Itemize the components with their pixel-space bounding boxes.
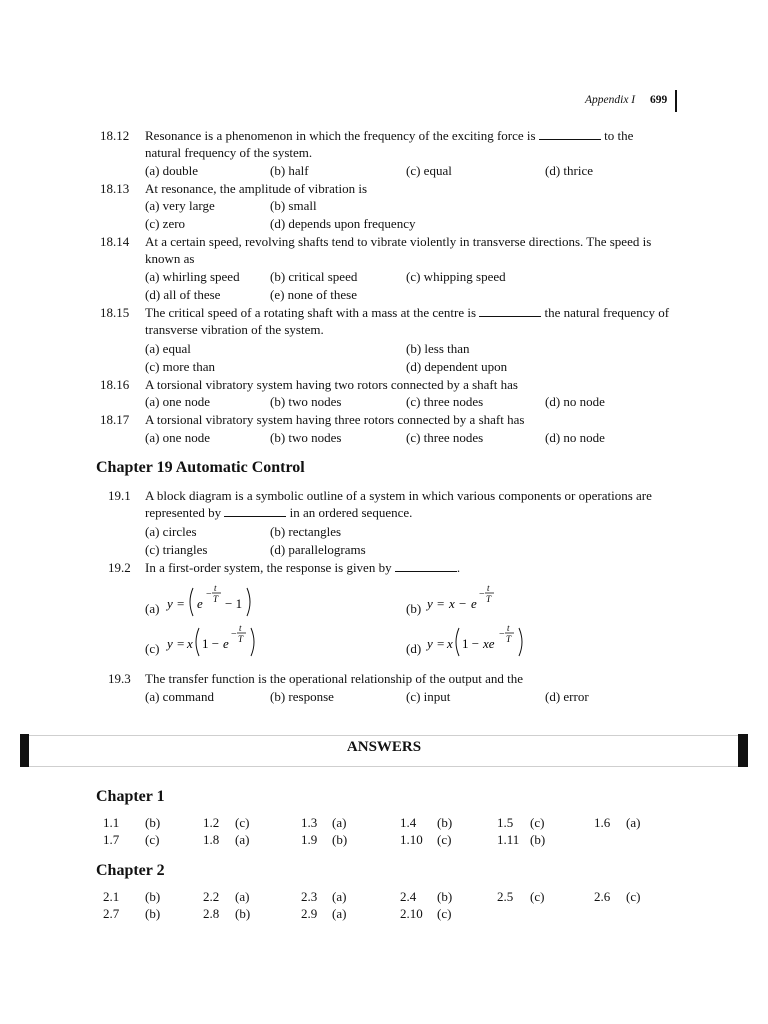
- formula-a: [165, 578, 275, 622]
- answer-choice: (a): [332, 889, 347, 904]
- answer-number: 1.2: [203, 815, 220, 830]
- answer-choice: (b): [235, 906, 251, 921]
- formula-text: −: [231, 629, 237, 640]
- answer-number: 1.11: [497, 832, 520, 847]
- option: (b) half: [270, 163, 309, 178]
- answer-number: 1.5: [497, 815, 514, 830]
- answers-chapter-1-heading: Chapter 1: [96, 788, 165, 805]
- formula-text: −: [499, 629, 505, 640]
- chapter-19-heading: Chapter 19 Automatic Control: [96, 459, 305, 476]
- answer-number: 2.9: [301, 906, 318, 921]
- option-label: (c): [145, 641, 160, 656]
- formula-text: −: [206, 589, 212, 600]
- formula-text: xe: [483, 636, 495, 651]
- answer-number: 1.3: [301, 815, 318, 830]
- option: (c) zero: [145, 216, 186, 231]
- answer-blank: [479, 306, 541, 317]
- answer-number: 1.6: [594, 815, 611, 830]
- formula-c: [165, 618, 275, 662]
- answer-choice: (a): [332, 906, 347, 921]
- answer-number: 2.7: [103, 906, 120, 921]
- option: (a) one node: [145, 394, 210, 409]
- formula-d: [425, 618, 545, 662]
- formula-text: y: [167, 636, 173, 651]
- question-18-15: 18.15 The critical speed of a rotating shaft with a mass at the centre is the natural frequency of transverse vibration of the system.: [100, 305, 670, 337]
- formula-text: e: [197, 596, 203, 611]
- option: (c) input: [406, 689, 451, 704]
- formula-text: e: [223, 636, 229, 651]
- formula-text: x: [447, 636, 453, 651]
- answer-choice: (c): [235, 815, 250, 830]
- option-label: (b): [406, 601, 422, 616]
- question-18-12: 18.12 Resonance is a phenomenon in which the frequency of the exciting force is to the natural frequency of the system.: [100, 128, 634, 160]
- answer-choice: (b): [437, 815, 453, 830]
- formula-b: [425, 578, 535, 622]
- answer-choice: (b): [145, 906, 161, 921]
- option: (c) three nodes: [406, 394, 484, 409]
- formula-text: T: [506, 634, 512, 644]
- question-18-13: 18.13 At resonance, the amplitude of vibration is: [100, 181, 368, 196]
- option: (b) two nodes: [270, 430, 342, 445]
- formula-text: y: [167, 596, 173, 611]
- formula-text: x: [187, 636, 193, 651]
- answer-choice: (c): [145, 832, 160, 847]
- answer-choice: (c): [437, 906, 452, 921]
- formula-text: =: [177, 596, 185, 611]
- answer-blank: [539, 129, 601, 140]
- option: (a) whirling speed: [145, 269, 240, 284]
- answer-number: 1.4: [400, 815, 417, 830]
- option: (d) no node: [545, 430, 605, 445]
- page-number: 699: [650, 94, 668, 106]
- option-label: (d): [406, 641, 422, 656]
- option: (d) parallelograms: [270, 542, 366, 557]
- answer-number: 2.4: [400, 889, 417, 904]
- answer-choice: (a): [332, 815, 347, 830]
- option: (b) critical speed: [270, 269, 358, 284]
- formula-text: T: [213, 594, 219, 604]
- formula-text: t: [239, 623, 242, 633]
- formula-text: −: [459, 596, 467, 611]
- answer-choice: (b): [530, 832, 546, 847]
- formula-text: e: [471, 596, 477, 611]
- option: (a) one node: [145, 430, 210, 445]
- answer-choice: (c): [626, 889, 641, 904]
- question-19-3: 19.3 The transfer function is the operational relationship of the output and the: [108, 671, 523, 686]
- option: (a) very large: [145, 198, 215, 213]
- option: (a) double: [145, 163, 199, 178]
- running-header-label: Appendix I: [585, 94, 636, 106]
- header-bar: [675, 90, 677, 112]
- answer-number: 2.1: [103, 889, 120, 904]
- answer-choice: (a): [235, 832, 250, 847]
- answer-number: 2.2: [203, 889, 220, 904]
- option: (a) equal: [145, 341, 191, 356]
- option: (d) dependent upon: [406, 359, 508, 374]
- option: (c) three nodes: [406, 430, 484, 445]
- formula-text: x: [449, 596, 455, 611]
- answer-number: 1.7: [103, 832, 120, 847]
- formula-text: =: [177, 636, 185, 651]
- answer-number: 2.10: [400, 906, 423, 921]
- divider-top: [20, 735, 748, 736]
- option: (b) two nodes: [270, 394, 342, 409]
- formula-text: T: [486, 594, 492, 604]
- formula-text: =: [437, 596, 445, 611]
- answer-number: 2.3: [301, 889, 318, 904]
- formula-text: t: [507, 623, 510, 633]
- option-label: (a): [145, 601, 160, 616]
- option: (c) triangles: [145, 542, 208, 557]
- answer-number: 1.8: [203, 832, 220, 847]
- answer-choice: (c): [530, 889, 545, 904]
- question-19-1: 19.1 A block diagram is a symbolic outline of a system in which various components or operations are represented by in an ordered sequence.: [108, 488, 652, 520]
- formula-text: y: [427, 636, 433, 651]
- option: (c) equal: [406, 163, 452, 178]
- option: (c) more than: [145, 359, 216, 374]
- option: (a) circles: [145, 524, 197, 539]
- answer-choice: (b): [145, 815, 161, 830]
- answer-number: 1.10: [400, 832, 423, 847]
- formula-text: −: [479, 589, 485, 600]
- divider-bottom: [20, 766, 748, 767]
- answer-blank: [224, 506, 286, 517]
- answer-choice: (c): [437, 832, 452, 847]
- option: (d) depends upon frequency: [270, 216, 416, 231]
- formula-text: t: [487, 583, 490, 593]
- formula-text: − 1: [225, 596, 243, 611]
- option: (a) command: [145, 689, 214, 704]
- answer-choice: (c): [530, 815, 545, 830]
- formula-text: 1 −: [202, 636, 220, 651]
- formula-text: 1 −: [462, 636, 480, 651]
- formula-text: y: [427, 596, 433, 611]
- option: (b) response: [270, 689, 334, 704]
- option: (b) rectangles: [270, 524, 342, 539]
- answer-number: 2.8: [203, 906, 220, 921]
- formula-text: T: [238, 634, 244, 644]
- answer-number: 2.6: [594, 889, 611, 904]
- answer-number: 2.5: [497, 889, 514, 904]
- formula-text: =: [437, 636, 445, 651]
- answer-number: 1.1: [103, 815, 120, 830]
- answer-choice: (b): [437, 889, 453, 904]
- question-number: 18.12: [100, 128, 130, 143]
- option: (d) error: [545, 689, 589, 704]
- question-18-14: 18.14 At a certain speed, revolving shafts tend to vibrate violently in transverse directions. The speed is known as: [100, 234, 652, 266]
- question-19-2: 19.2 In a first-order system, the response is given by .: [108, 560, 461, 575]
- answer-blank: [395, 561, 457, 572]
- option: (b) small: [270, 198, 317, 213]
- answer-choice: (b): [145, 889, 161, 904]
- question-18-16: 18.16 A torsional vibratory system having two rotors connected by a shaft has: [100, 377, 518, 392]
- formula-text: t: [214, 583, 217, 593]
- answer-number: 1.9: [301, 832, 318, 847]
- option: (d) all of these: [145, 287, 221, 302]
- option: (d) thrice: [545, 163, 594, 178]
- answers-heading: ANSWERS: [346, 739, 422, 755]
- option: (b) less than: [406, 341, 470, 356]
- option: (e) none of these: [270, 287, 357, 302]
- question-18-17: 18.17 A torsional vibratory system having three rotors connected by a shaft has: [100, 412, 525, 427]
- answers-chapter-2-heading: Chapter 2: [96, 862, 165, 879]
- answer-choice: (a): [626, 815, 641, 830]
- answer-choice: (b): [332, 832, 348, 847]
- option: (d) no node: [545, 394, 605, 409]
- option: (c) whipping speed: [406, 269, 506, 284]
- answer-choice: (a): [235, 889, 250, 904]
